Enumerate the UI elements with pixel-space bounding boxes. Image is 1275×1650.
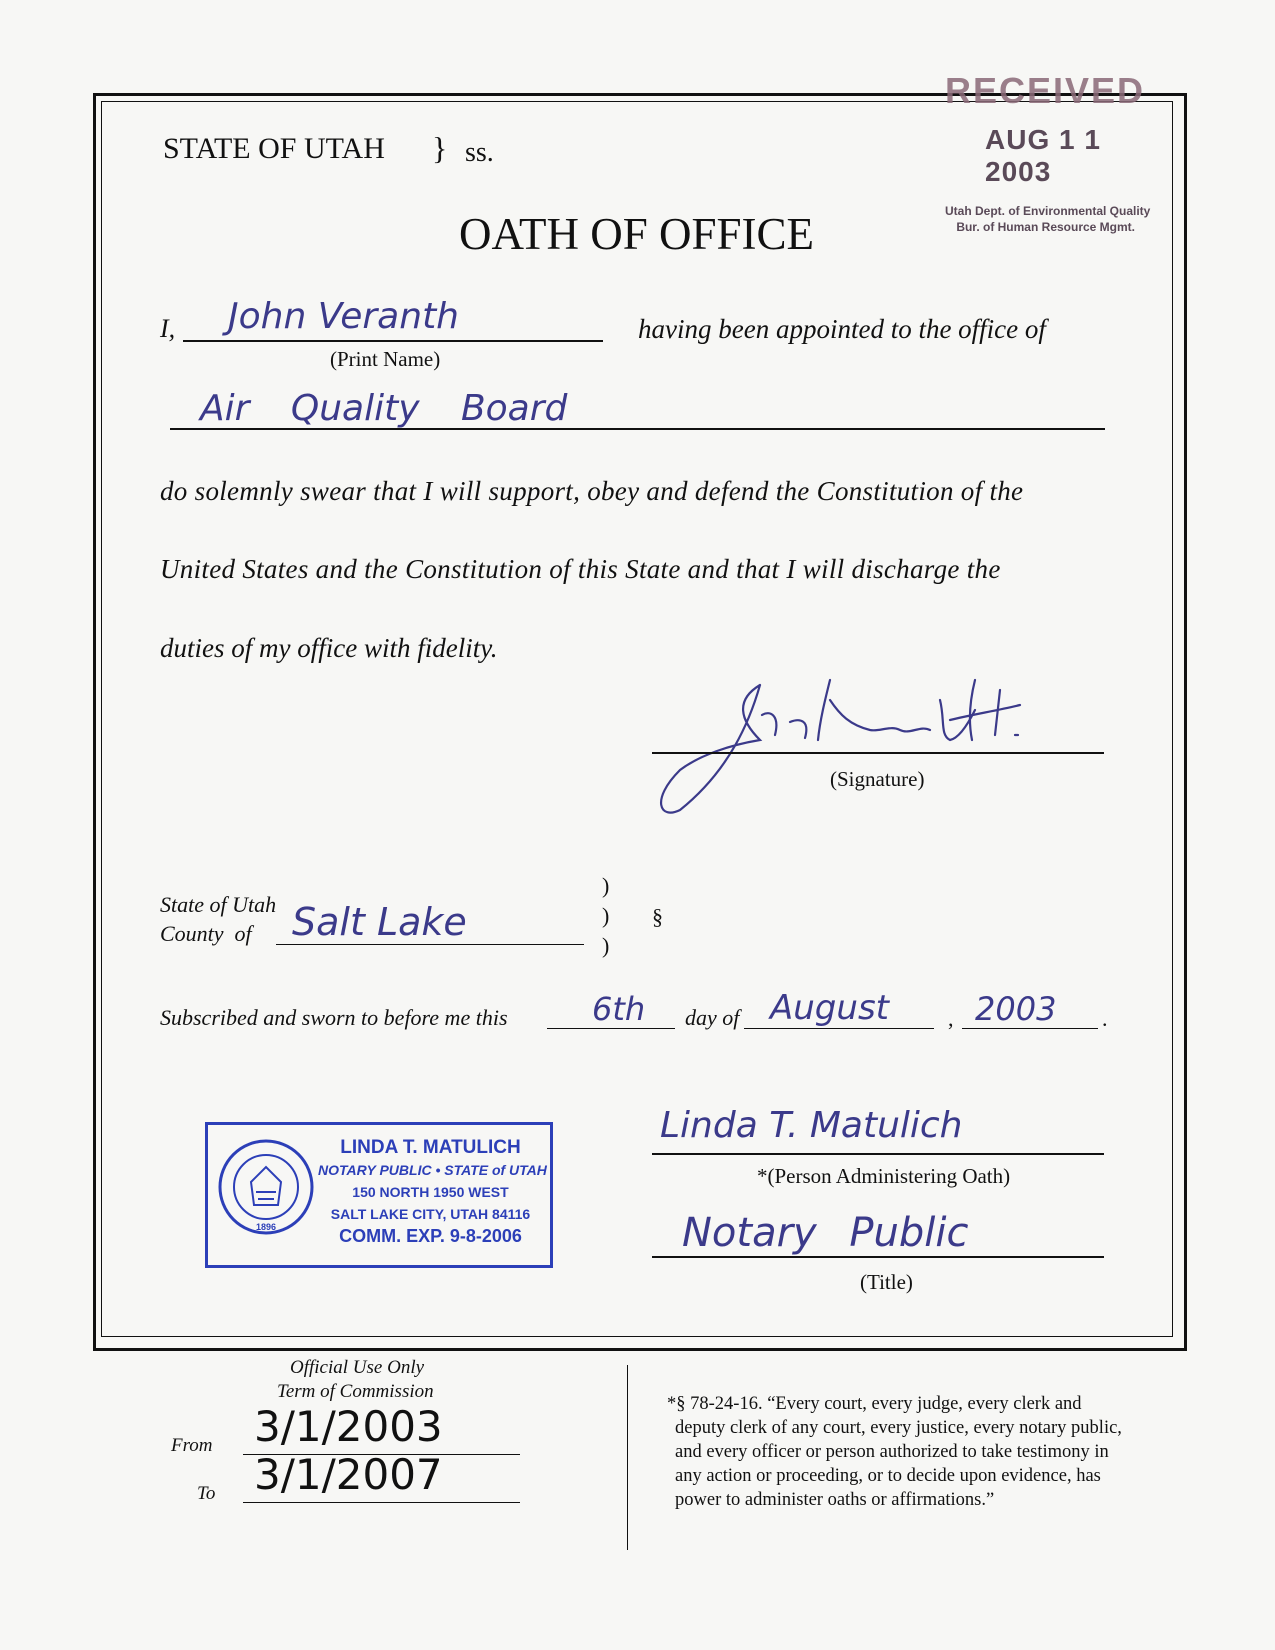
to-label: To [197, 1483, 216, 1504]
oath-text-line-2: United States and the Constitution of this State and that I will discharge the [160, 554, 1001, 584]
oath-text-line-1: do solemnly swear that I will support, obey and defend the Constitution of the [160, 476, 1024, 506]
notary-address-1: 150 NORTH 1950 WEST [352, 1184, 509, 1200]
oath-signature [640, 660, 1070, 820]
to-value[interactable]: 3/1/2007 [254, 1450, 443, 1499]
i-label: I, [160, 314, 176, 343]
oath-text-line-3: duties of my office with fidelity. [160, 633, 498, 663]
month-value[interactable]: August [770, 988, 889, 1028]
venue-paren-1: ) [602, 873, 610, 898]
venue-county-label: County of [160, 921, 252, 946]
received-stamp-date: AUG 1 1 2003 [985, 124, 1101, 187]
term-of-commission: Term of Commission [277, 1381, 434, 1402]
period: . [1102, 1006, 1108, 1031]
ss-label: ss. [465, 137, 494, 168]
state-heading: STATE OF UTAH [163, 132, 385, 165]
statute-note [667, 1392, 1122, 1512]
day-value[interactable]: 6th [592, 990, 646, 1028]
notary-address-2: SALT LAKE CITY, UTAH 84116 [330, 1206, 531, 1222]
county-value[interactable]: Salt Lake [292, 900, 467, 944]
year-line [962, 1028, 1098, 1029]
subscribed-text: Subscribed and sworn to before me this [160, 1005, 508, 1030]
administering-line [652, 1153, 1104, 1155]
name-line [183, 340, 603, 342]
section-symbol: § [652, 904, 663, 929]
office-value[interactable]: Air Quality Board [200, 388, 568, 429]
print-name-label: (Print Name) [330, 347, 441, 371]
title-line [652, 1256, 1104, 1258]
state-seal-icon [216, 1137, 316, 1237]
to-line [243, 1502, 520, 1503]
administering-signature: Linda T. Matulich [660, 1105, 963, 1146]
venue-paren-2: ) [602, 903, 610, 928]
comma: , [948, 1006, 954, 1031]
received-stamp-bureau: Bur. of Human Resource Mgmt. [956, 220, 1135, 234]
received-stamp-word: RECEIVED [945, 70, 1146, 111]
county-line [276, 944, 584, 945]
venue-state-label: State of Utah [160, 892, 277, 917]
page-title: OATH OF OFFICE [458, 209, 815, 259]
print-name-value[interactable]: John Veranth [228, 296, 459, 337]
notary-title-value[interactable]: Notary Public [682, 1210, 969, 1256]
day-line [547, 1028, 675, 1029]
administering-label: *(Person Administering Oath) [757, 1164, 1011, 1188]
title-label: (Title) [860, 1270, 913, 1294]
signature-line [652, 752, 1104, 754]
notary-comm-exp: COMM. EXP. 9-8-2006 [339, 1226, 522, 1246]
signature-label: (Signature) [830, 767, 925, 791]
statute-line-3: and every officer or person authorized to take testimony in [675, 1442, 1109, 1462]
from-value[interactable]: 3/1/2003 [254, 1402, 443, 1451]
statute-line-5: power to administer oaths or affirmations.” [675, 1490, 995, 1510]
received-stamp-dept: Utah Dept. of Environmental Quality [945, 204, 1151, 218]
seal-year: 1896 [255, 1222, 277, 1232]
brace: } [432, 130, 448, 166]
notary-stamp [205, 1122, 553, 1268]
statute-line-2: deputy clerk of any court, every justice, every notary public, [675, 1418, 1122, 1438]
appointed-text: having been appointed to the office of [638, 314, 1046, 344]
notary-title: NOTARY PUBLIC • STATE of UTAH [318, 1162, 547, 1178]
venue-paren-3: ) [602, 933, 610, 958]
statute-line-4: any action or proceeding, or to decide upon evidence, has [675, 1466, 1101, 1486]
from-label: From [171, 1435, 213, 1456]
vertical-divider [627, 1365, 628, 1550]
month-line [744, 1028, 934, 1029]
day-of-label: day of [685, 1005, 740, 1030]
official-use-heading: Official Use Only [290, 1357, 425, 1378]
notary-name: LINDA T. MATULICH [340, 1137, 521, 1158]
statute-line-1: *§ 78-24-16. “Every court, every judge, every clerk and [667, 1394, 1082, 1414]
year-value[interactable]: 2003 [975, 990, 1057, 1028]
